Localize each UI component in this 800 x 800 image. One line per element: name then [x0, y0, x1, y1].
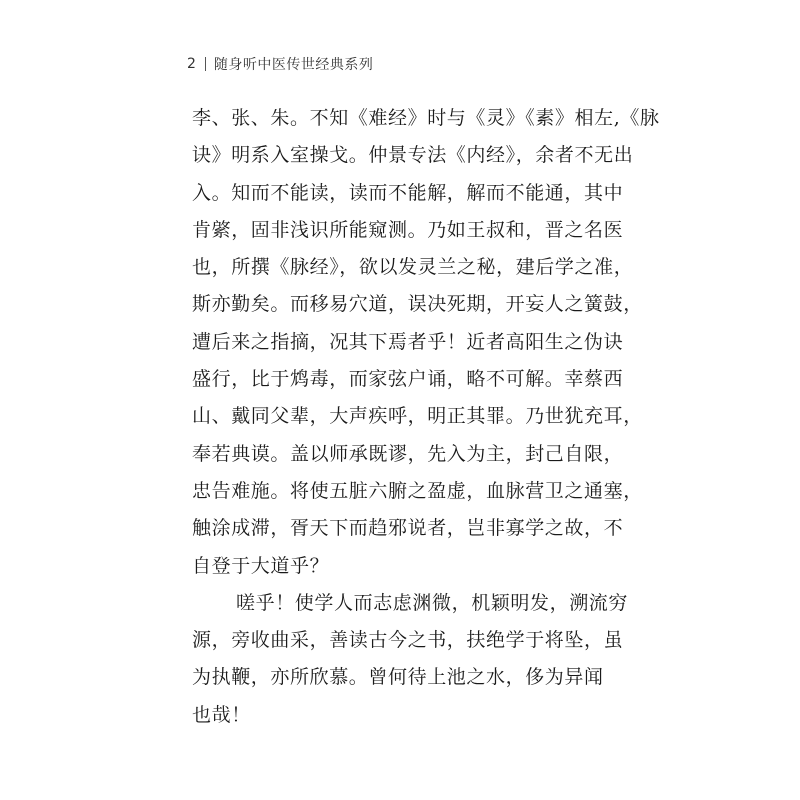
- text-line: 为执鞭，亦所欣慕。曾何待上池之水，侈为异闻: [192, 666, 604, 689]
- paragraph: [192, 100, 660, 585]
- text-line: 忠告难施。将使五脏六腑之盈虚，血脉营卫之通塞，: [192, 479, 643, 502]
- paragraph: [192, 585, 629, 734]
- text-line: 李、张、朱。不知《难经》时与《灵》《素》相左,《脉: [192, 107, 660, 129]
- body-text: [192, 100, 660, 734]
- text-line: 源，旁收曲采，善读古今之书，扶绝学于将坠，虽: [192, 629, 624, 652]
- text-line: 奉若典谟。盖以师承既谬，先入为主，封己自限，: [192, 442, 624, 465]
- series-title: 随身听中医传世经典系列: [213, 57, 374, 73]
- text-line: 肯綮，固非浅识所能窥测。乃如王叔和，晋之名医: [192, 218, 624, 241]
- text-line: 山、戴同父辈，大声疾呼，明正其罪。乃世犹充耳，: [192, 405, 643, 428]
- text-line: 诀》明系入室操戈。仲景专法《内经》，余者不无出: [192, 144, 634, 167]
- text-line: 也哉！: [192, 703, 251, 726]
- header-divider: [205, 57, 206, 71]
- text-line: 斯亦勤矣。而移易穴道，误决死期，开妄人之簧鼓，: [192, 293, 643, 316]
- page-number: 2: [187, 56, 196, 72]
- text-line: 自登于大道乎？: [192, 554, 330, 577]
- text-line: 触涂成滞，胥天下而趋邪说者，岂非寡学之故，不: [192, 517, 624, 540]
- text-line: 入。知而不能读，读而不能解，解而不能通，其中: [192, 181, 624, 204]
- text-line: 遭后来之指摘，况其下焉者乎！近者高阳生之伪诀: [192, 330, 624, 353]
- text-line: 嗟乎！使学人而志虑渊微，机颖明发，溯流穷: [236, 591, 629, 614]
- running-header: [187, 54, 373, 74]
- text-line: 也，所撰《脉经》，欲以发灵兰之秘，建后学之准，: [192, 256, 634, 279]
- text-line: 盛行，比于鸩毒，而家弦户诵，略不可解。幸蔡西: [192, 368, 624, 391]
